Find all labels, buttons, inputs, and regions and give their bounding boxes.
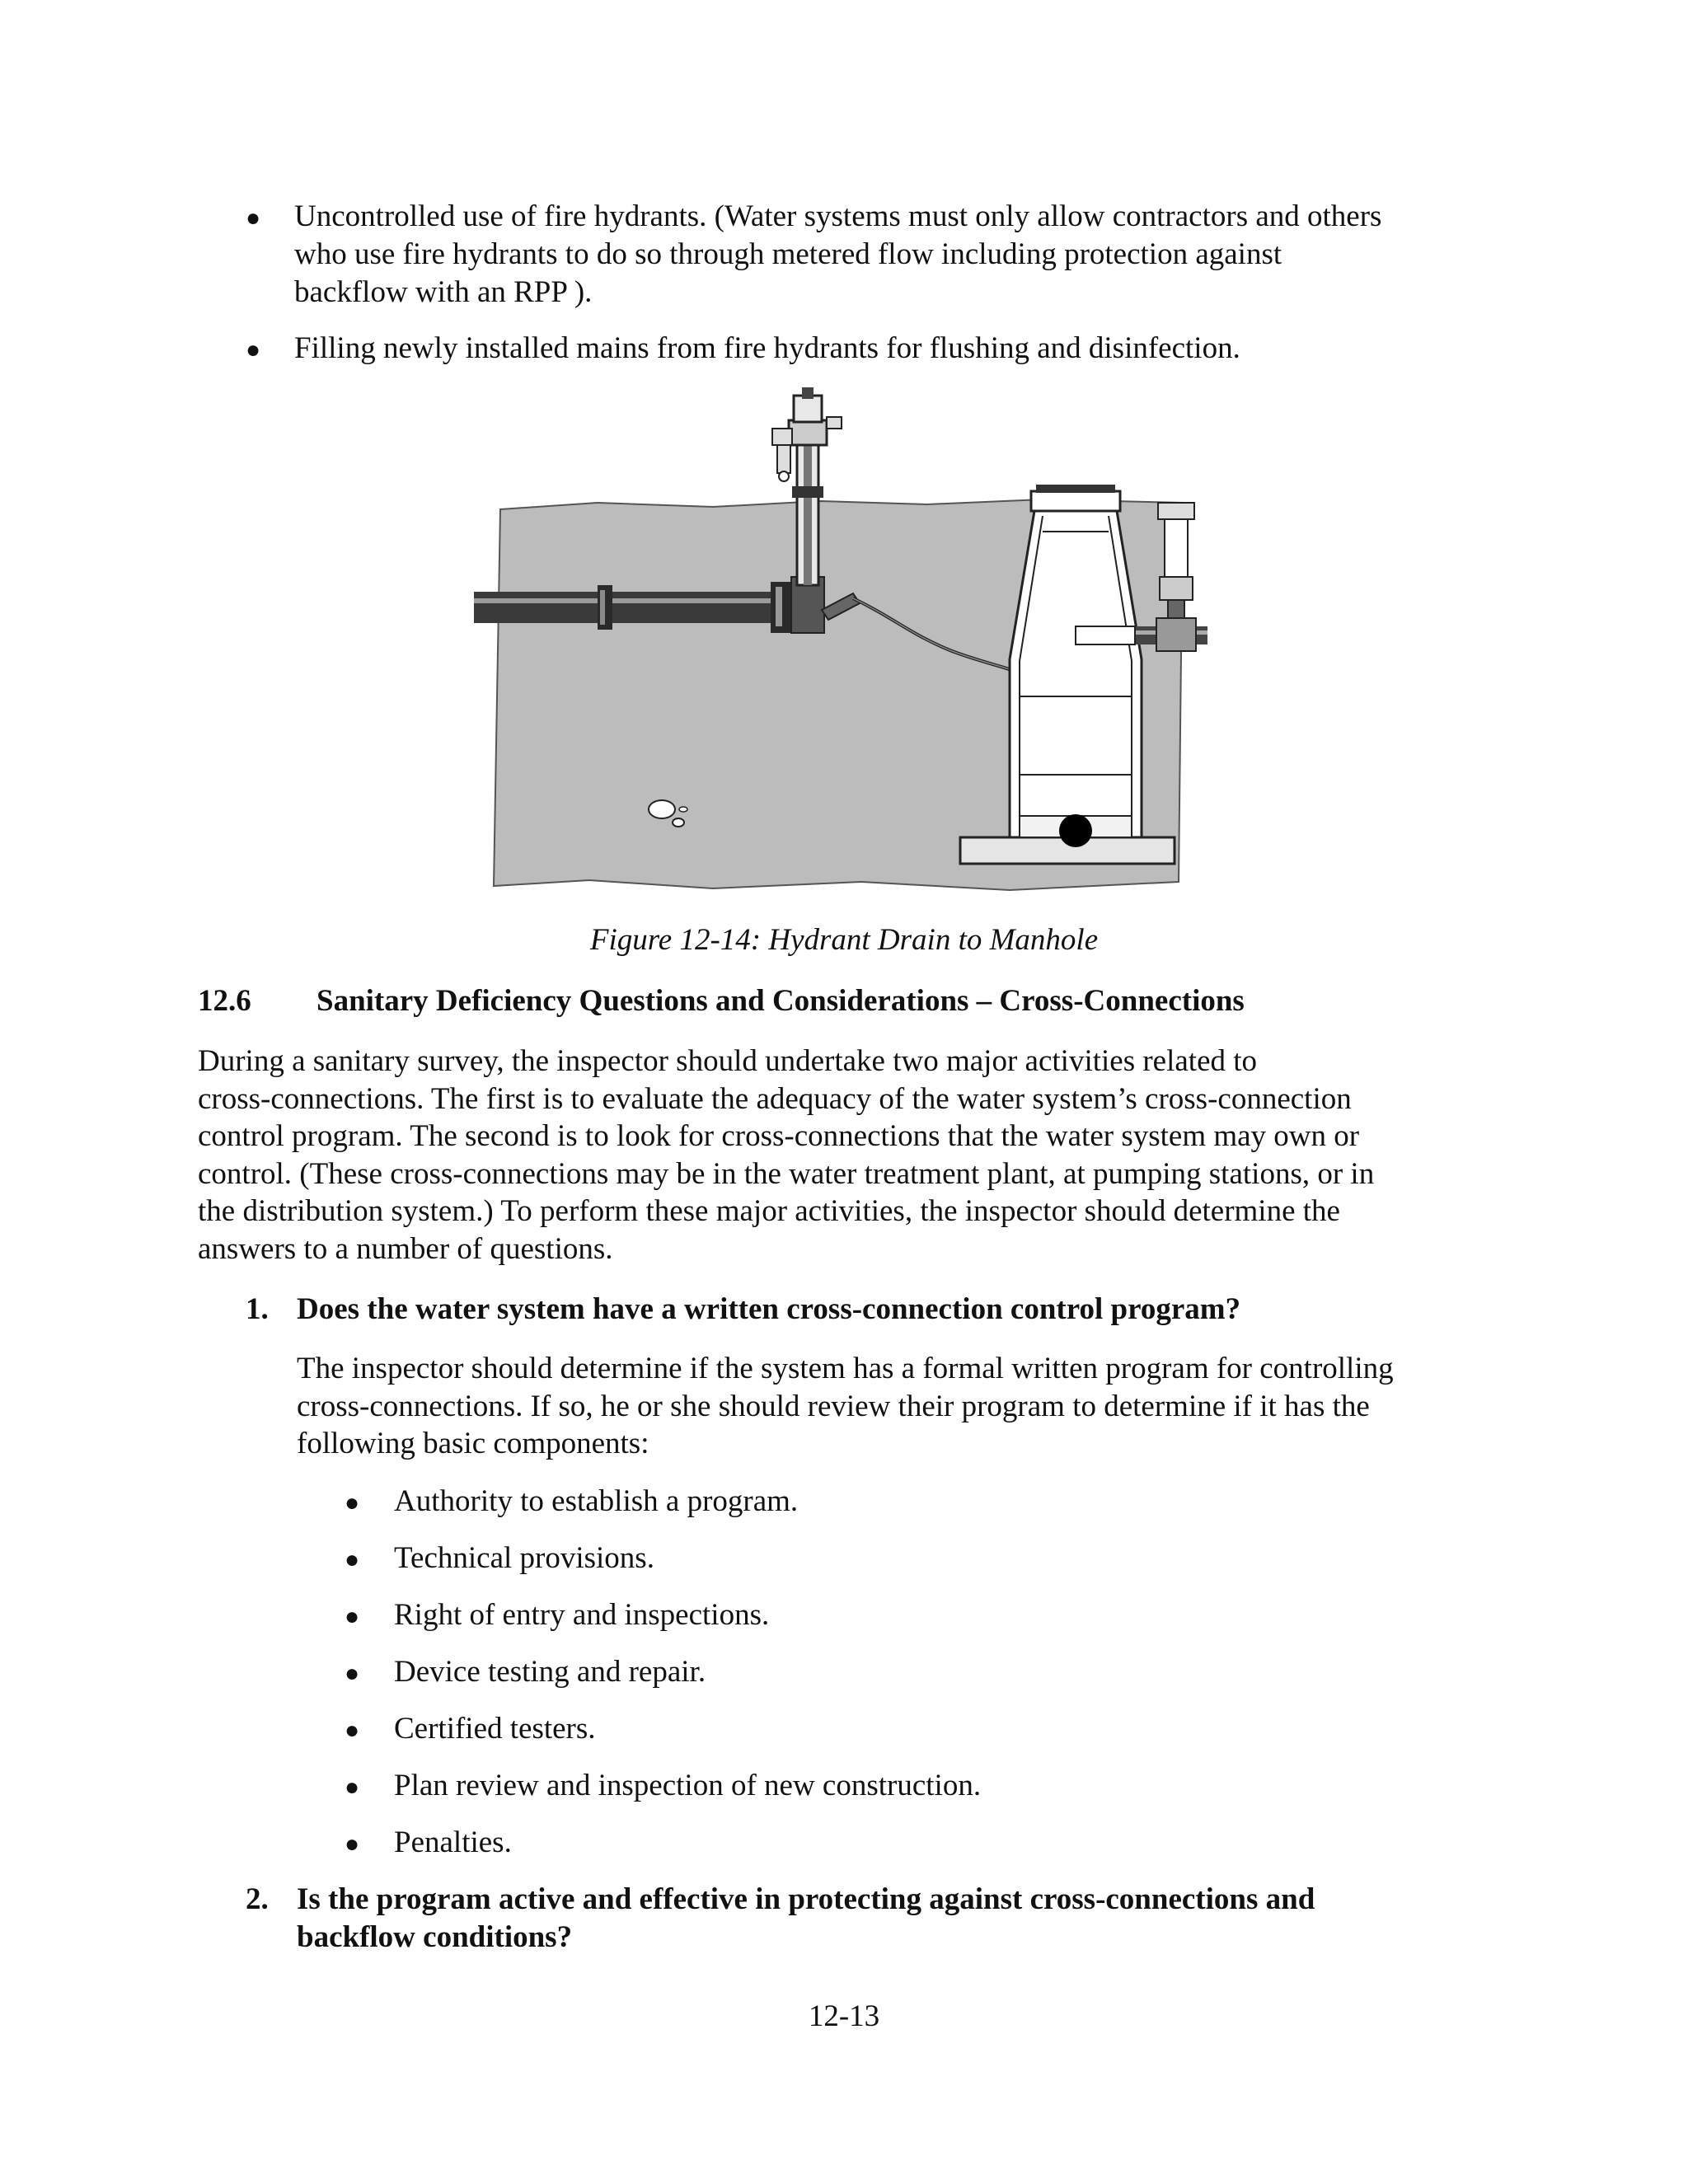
question-line: backflow conditions? (297, 1920, 573, 1954)
bullet-dot: ● (345, 1717, 360, 1744)
intro-paragraph (198, 1043, 1374, 1268)
paragraph-line: During a sanitary survey, the inspector should undertake two major activities related to (198, 1044, 1258, 1078)
paragraph-line: control. (These cross-connections may be in the water treatment plant, at pumping stations, or in (198, 1156, 1375, 1191)
bullet-dot: ● (345, 1603, 360, 1630)
bullet-dot: ● (345, 1546, 360, 1573)
paragraph-line: cross-connections. The first is to evaluate the adequacy of the water system’s cross-connection (198, 1081, 1352, 1116)
page-number: 12-13 (808, 1999, 880, 2033)
component-text: Certified testers. (394, 1712, 596, 1746)
paragraph-line: cross-connections. If so, he or she should review their program to determine if it has the (297, 1389, 1370, 1423)
service-pipe-left (1076, 626, 1135, 644)
section-number: 12.6 (198, 984, 251, 1018)
component-text: Penalties. (394, 1825, 512, 1859)
section-title: Sanitary Deficiency Questions and Considerations – Cross-Connections (316, 984, 1245, 1018)
bullet-dot: ● (246, 204, 261, 232)
paragraph-line: following basic components: (297, 1427, 649, 1460)
bullet-line: who use fire hydrants to do so through metered flow including protection against (294, 237, 1282, 271)
component-text: Plan review and inspection of new construction. (394, 1769, 982, 1802)
component-text: Authority to establish a program. (394, 1484, 799, 1518)
bullet-text (294, 198, 1381, 312)
bullet-dot: ● (345, 1660, 360, 1687)
question-text (297, 1881, 1533, 1957)
bullet-line: Filling newly installed mains from fire hydrants for flushing and disinfection. (294, 331, 1240, 365)
bullet-text (294, 330, 1240, 368)
bullet-dot: ● (246, 336, 261, 363)
paragraph-line: control program. The second is to look for cross-connections that the water system may own or (198, 1119, 1360, 1153)
paragraph-line: The inspector should determine if the system has a formal written program for controlling (297, 1352, 1394, 1385)
question-line: Is the program active and effective in protecting against cross-connections and (297, 1882, 1315, 1916)
question-number: 1. (246, 1292, 269, 1326)
component-text: Technical provisions. (394, 1541, 654, 1575)
paragraph-line: answers to a number of questions. (198, 1231, 613, 1266)
bullet-dot: ● (345, 1489, 360, 1516)
component-text: Right of entry and inspections. (394, 1598, 770, 1632)
question-text: Does the water system have a written cross-connection control program? (297, 1292, 1241, 1326)
bullet-line: backflow with an RPP ). (294, 275, 593, 309)
component-text: Device testing and repair. (394, 1655, 706, 1689)
figure-caption: Figure 12-14: Hydrant Drain to Manhole (589, 923, 1099, 957)
bullet-dot: ● (345, 1830, 360, 1858)
paragraph-line: the distribution system.) To perform these major activities, the inspector should determine the (198, 1194, 1340, 1228)
hydrant-drain-figure (466, 387, 1207, 898)
bullet-line: Uncontrolled use of fire hydrants. (Water systems must only allow contractors and others (294, 199, 1382, 233)
question-1-body (297, 1350, 1394, 1463)
bullet-dot: ● (345, 1774, 360, 1801)
question-number: 2. (246, 1882, 269, 1916)
